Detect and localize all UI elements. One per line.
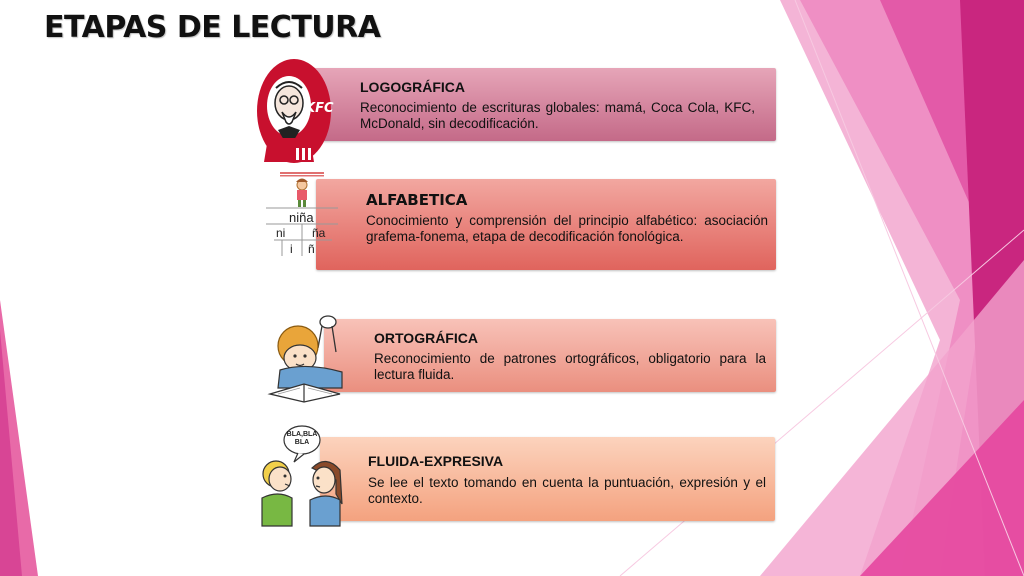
syllable-diagram — [262, 170, 342, 262]
stage-description: Conocimiento y comprensión del principio alfabético: asociación grafema-fonema, etapa de decodificación fonológica. — [366, 213, 768, 244]
kfc-logo-image — [256, 58, 334, 164]
stage-description: Reconocimiento de patrones ortográficos, obligatorio para la lectura fluida. — [374, 351, 766, 382]
stage-heading: LOGOGRÁFICA — [360, 79, 465, 95]
speech-bubble-text: BLA,BLA BLA — [286, 431, 318, 446]
slide-title: ETAPAS DE LECTURA — [44, 10, 381, 45]
child-reading-image — [266, 308, 346, 404]
syllable-2: ña — [312, 226, 326, 240]
stage-card-fluida-expresiva — [320, 437, 775, 521]
stage-heading: ALFABETICA — [366, 191, 468, 209]
letter-1: i — [290, 242, 293, 256]
stage-description: Reconocimiento de escrituras globales: mamá, Coca Cola, KFC, McDonald, sin decodificación. — [360, 100, 755, 131]
stage-card-ortografica — [324, 319, 776, 392]
stage-description: Se lee el texto tomando en cuenta la puntuación, expresión y el contexto. — [368, 475, 766, 506]
stage-card-alfabetica — [316, 179, 776, 270]
syllable-word: niña — [289, 210, 314, 225]
letter-2: ñ — [308, 242, 315, 256]
stage-heading: ORTOGRÁFICA — [374, 330, 478, 346]
stage-card-logografica — [304, 68, 776, 141]
kfc-logo-text: KFC — [305, 101, 334, 116]
syllable-1: ni — [276, 226, 286, 240]
children-talking-image — [254, 424, 350, 528]
stage-heading: FLUIDA-EXPRESIVA — [368, 453, 504, 469]
